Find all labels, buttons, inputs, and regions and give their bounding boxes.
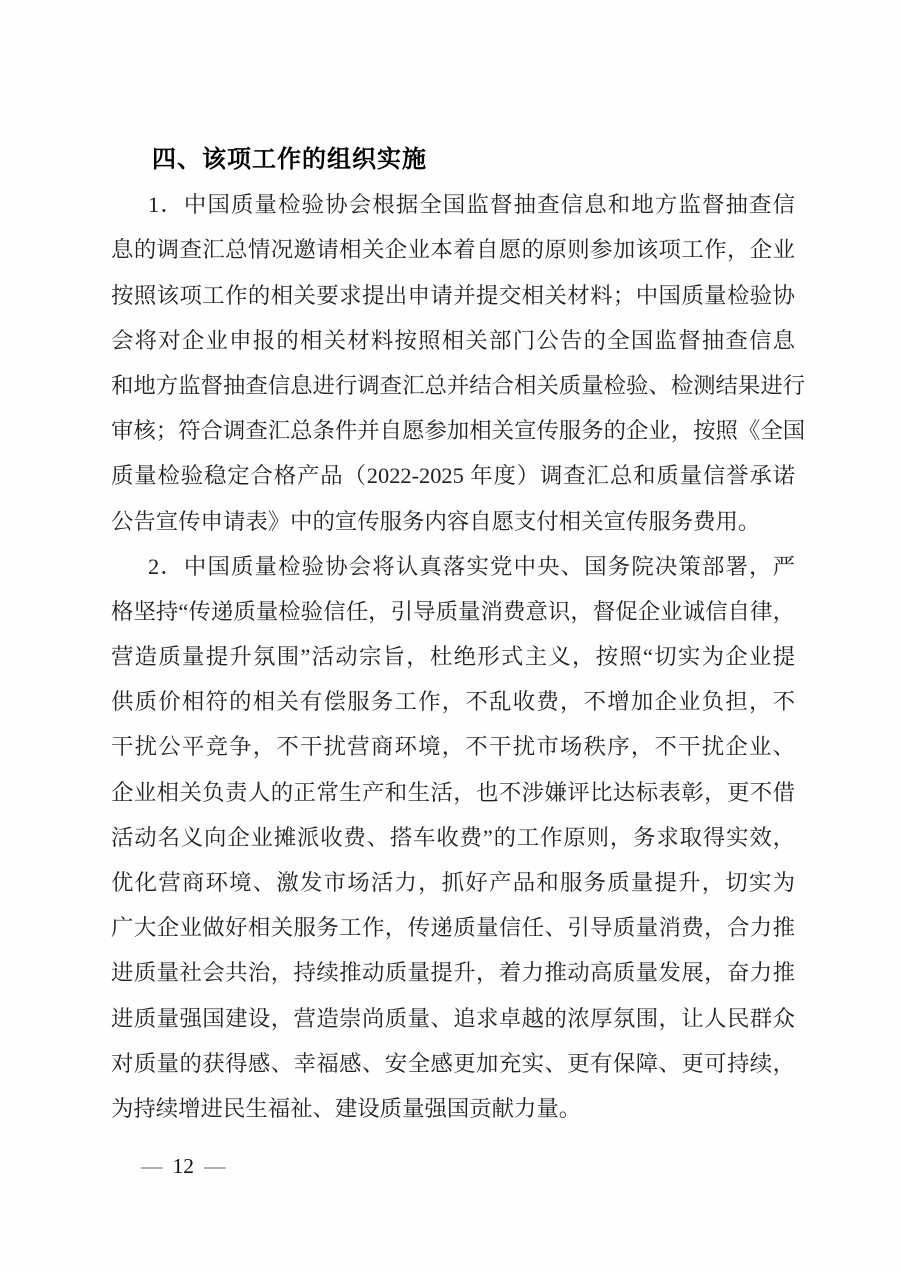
footer-right-dash: — [204,1154,226,1178]
text-line: 营造质量提升氛围”活动宗旨，杜绝形式主义，按照“切实为企业提 [111,644,795,670]
footer-left-dash: — [141,1154,163,1178]
text-line: 和地方监督抽查信息进行调查汇总并结合相关质量检验、检测结果进行 [111,372,806,398]
text-line: 公告宣传申请表》中的宣传服务内容自愿支付相关宣传服务费用。 [111,508,761,534]
text-line: 活动名义向企业摊派收费、搭车收费”的工作原则，务求取得实效， [111,824,795,850]
text-line: 进质量强国建设，营造崇尚质量、追求卓越的浓厚氛围，让人民群众 [111,1005,795,1031]
section-heading: 四、该项工作的组织实施 [152,146,427,173]
text-line: 审核；符合调查汇总条件并自愿参加相关宣传服务的企业，按照《全国 [111,418,806,444]
text-line: 质量检验稳定合格产品（2022-2025 年度）调查汇总和质量信誉承诺 [111,463,795,489]
text-line: 1．中国质量检验协会根据全国监督抽查信息和地方监督抽查信 [148,192,795,218]
text-line: 2．中国质量检验协会将认真落实党中央、国务院决策部署，严 [148,553,795,579]
text-line: 按照该项工作的相关要求提出申请并提交相关材料；中国质量检验协 [111,282,795,308]
text-line: 为持续增进民生福祉、建设质量强国贡献力量。 [111,1095,582,1121]
text-line: 企业相关负责人的正常生产和生活，也不涉嫌评比达标表彰，更不借 [111,779,795,805]
text-line: 供质价相符的相关有偿服务工作，不乱收费，不增加企业负担，不 [111,689,795,715]
page-number: 12 [172,1154,194,1178]
text-line: 进质量社会共治，持续推动质量提升，着力推动高质量发展，奋力推 [111,960,795,986]
text-line: 格坚持“传递质量检验信任，引导质量消费意识，督促企业诚信自律， [111,598,795,624]
text-line: 广大企业做好相关服务工作，传递质量信任、引导质量消费，合力推 [111,915,795,941]
text-line: 会将对企业申报的相关材料按照相关部门公告的全国监督抽查信息 [111,327,795,353]
document-body [111,137,806,1131]
page-footer [141,1144,226,1189]
text-line: 息的调查汇总情况邀请相关企业本着自愿的原则参加该项工作，企业 [111,237,795,263]
text-line: 对质量的获得感、幸福感、安全感更加充实、更有保障、更可持续， [111,1050,795,1076]
text-line: 优化营商环境、激发市场活力，抓好产品和服务质量提升，切实为 [111,870,795,895]
text-line: 干扰公平竞争，不干扰营商环境，不干扰市场秩序，不干扰企业、 [111,734,795,760]
